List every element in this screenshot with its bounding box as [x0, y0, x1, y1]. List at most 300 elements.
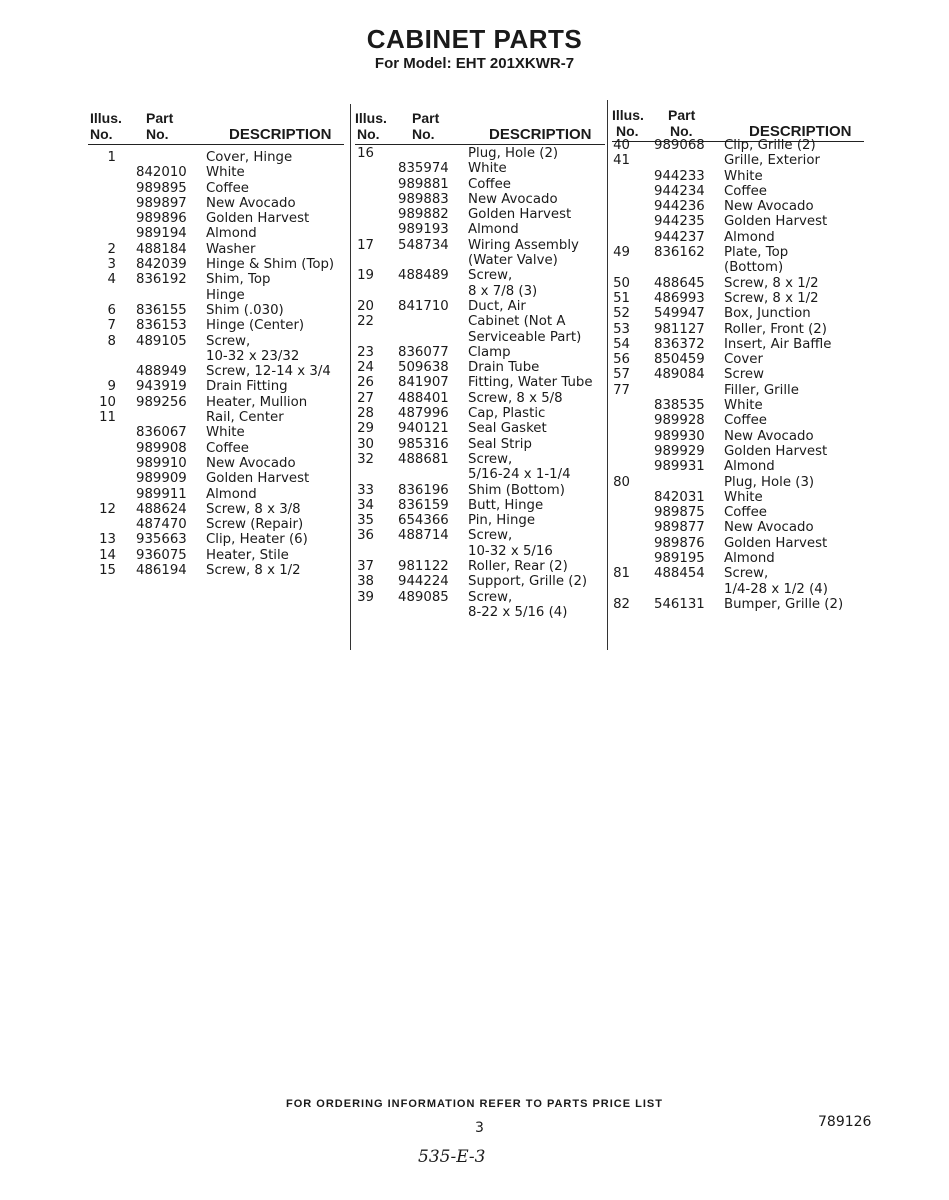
part-no: 836077 [398, 344, 449, 360]
part-description: Coffee [724, 183, 767, 199]
table-row [355, 253, 605, 268]
part-description: Coffee [724, 413, 767, 429]
illus-no: 17 [357, 237, 374, 253]
table-row [612, 322, 864, 337]
table-row [88, 349, 344, 364]
part-description: Screw, 8 x 3/8 [206, 501, 301, 517]
column-divider [350, 104, 351, 650]
part-description: 10-32 x 5/16 [468, 543, 553, 559]
part-description: Bumper, Grille (2) [724, 596, 844, 612]
part-description: Screw, [724, 566, 769, 582]
column-header [88, 106, 344, 148]
part-description: Screw (Repair) [206, 517, 304, 533]
part-description: Pin, Hinge [468, 513, 536, 529]
illus-no: 39 [357, 589, 374, 605]
page-number: 3 [475, 1120, 484, 1136]
part-no: 835974 [398, 161, 449, 177]
part-no: 940121 [398, 421, 449, 437]
table-row [612, 429, 864, 444]
illus-no: 13 [99, 532, 116, 548]
illus-no: 82 [613, 596, 630, 612]
part-no: 944237 [654, 229, 705, 245]
part-header: Part [412, 110, 440, 126]
table-row [355, 161, 605, 176]
part-no: 841710 [398, 298, 449, 314]
illus-no: 23 [357, 344, 374, 360]
part-description: Golden Harvest [206, 211, 310, 227]
part-no: 489105 [136, 333, 187, 349]
part-description: Shim (Bottom) [468, 482, 565, 498]
part-description: Plate, Top [724, 245, 789, 261]
table-row [355, 284, 605, 299]
table-row [612, 306, 864, 321]
part-no: 989875 [654, 505, 705, 521]
part-description: White [724, 489, 763, 505]
table-row [88, 379, 344, 394]
part-description: Coffee [206, 440, 249, 456]
illus-no: 56 [613, 352, 630, 368]
part-description: Grille, Exterior [724, 153, 820, 169]
part-description: Almond [724, 459, 775, 475]
part-no: 488454 [654, 566, 705, 582]
table-row [612, 138, 864, 153]
illus-no: 3 [107, 257, 116, 273]
table-row [355, 528, 605, 543]
table-row [612, 505, 864, 520]
table-row [612, 153, 864, 168]
table-row [612, 398, 864, 413]
table-row [612, 291, 864, 306]
table-row [88, 563, 344, 578]
part-description: Plug, Hole (2) [468, 146, 559, 161]
part-description: Drain Tube [468, 360, 540, 376]
illus-no: 29 [357, 421, 374, 437]
part-no: 488184 [136, 241, 187, 257]
part-no: 944234 [654, 183, 705, 199]
parts-rows [88, 150, 344, 578]
part-no: 841907 [398, 375, 449, 391]
part-no: 488401 [398, 390, 449, 406]
part-no: 546131 [654, 596, 705, 612]
table-row [612, 444, 864, 459]
part-no: 836159 [398, 497, 449, 513]
part-no: 489084 [654, 367, 705, 383]
table-row [612, 551, 864, 566]
table-row [612, 490, 864, 505]
header-rule [88, 144, 344, 145]
table-row [612, 536, 864, 551]
table-row [612, 214, 864, 229]
parts-rows [612, 138, 864, 612]
illus-no: 34 [357, 497, 374, 513]
part-description: 8 x 7/8 (3) [468, 283, 538, 299]
part-description: Hinge & Shim (Top) [206, 257, 335, 273]
part-no: 836067 [136, 425, 187, 441]
part-description: Screw, 8 x 1/2 [206, 563, 301, 579]
part-description: Coffee [206, 180, 249, 196]
part-description: 1/4-28 x 1/2 (4) [724, 581, 828, 597]
table-row [612, 383, 864, 398]
part-description: White [468, 161, 507, 177]
illus-no-header: No. [616, 123, 639, 139]
illus-no: 52 [613, 306, 630, 322]
part-description: Golden Harvest [724, 535, 828, 551]
part-description: Cover, Hinge [206, 150, 293, 165]
table-row [355, 146, 605, 161]
table-row [355, 330, 605, 345]
part-no: 989883 [398, 191, 449, 207]
table-row [355, 207, 605, 222]
part-no: 989881 [398, 176, 449, 192]
illus-no: 32 [357, 451, 374, 467]
part-no: 989896 [136, 211, 187, 227]
part-no-header: No. [146, 126, 169, 142]
part-no: 549947 [654, 306, 705, 322]
part-description: White [206, 165, 245, 181]
part-no: 989908 [136, 440, 187, 456]
part-no: 944235 [654, 214, 705, 230]
part-no: 944236 [654, 199, 705, 215]
description-header: DESCRIPTION [489, 126, 592, 143]
part-no: 838535 [654, 398, 705, 414]
part-description: Almond [724, 551, 775, 567]
table-row [612, 199, 864, 214]
part-description: Clip, Heater (6) [206, 532, 308, 548]
part-description: Screw [724, 367, 764, 383]
table-row [88, 471, 344, 486]
part-no: 836372 [654, 336, 705, 352]
part-description: Almond [206, 486, 257, 502]
illus-no: 54 [613, 336, 630, 352]
part-description: Duct, Air [468, 298, 526, 314]
illus-no: 16 [357, 146, 374, 161]
illus-no: 10 [99, 394, 116, 410]
part-no-header: No. [412, 126, 435, 142]
table-row [612, 459, 864, 474]
part-description: Seal Gasket [468, 421, 547, 437]
part-description: (Water Valve) [468, 253, 558, 269]
part-description: Shim, Top [206, 272, 271, 288]
part-description: Almond [206, 226, 257, 242]
part-description: Clamp [468, 344, 511, 360]
table-row [88, 441, 344, 456]
illus-no: 38 [357, 574, 374, 590]
model-subtitle: For Model: EHT 201XKWR-7 [374, 55, 575, 72]
part-description: Cabinet (Not A [468, 314, 566, 330]
part-no: 488489 [398, 268, 449, 284]
part-no: 936075 [136, 547, 187, 563]
table-row [612, 337, 864, 352]
table-row [355, 222, 605, 237]
table-row [88, 456, 344, 471]
part-no: 836155 [136, 302, 187, 318]
part-no: 981127 [654, 321, 705, 337]
table-row [88, 334, 344, 349]
illus-no: 37 [357, 559, 374, 575]
part-no: 989194 [136, 226, 187, 242]
illus-no: 40 [613, 138, 630, 153]
table-row [88, 318, 344, 333]
table-row [355, 391, 605, 406]
table-row [88, 211, 344, 226]
part-description: New Avocado [724, 428, 814, 444]
part-no: 989256 [136, 394, 187, 410]
table-row [612, 169, 864, 184]
part-no: 989931 [654, 459, 705, 475]
part-description: Golden Harvest [468, 207, 572, 223]
part-no: 836162 [654, 245, 705, 261]
part-no: 654366 [398, 513, 449, 529]
table-row [355, 513, 605, 528]
table-row [612, 475, 864, 490]
illus-no-header: No. [357, 126, 380, 142]
part-description: Rail, Center [206, 410, 284, 426]
part-description: Golden Harvest [206, 471, 310, 487]
illus-no: 30 [357, 436, 374, 452]
illus-no: 19 [357, 268, 374, 284]
table-row [355, 559, 605, 574]
part-no: 989911 [136, 486, 187, 502]
table-row [355, 238, 605, 253]
part-description: Cap, Plastic [468, 406, 546, 422]
illus-no: 14 [99, 547, 116, 563]
part-no: 989882 [398, 207, 449, 223]
illus-no: 4 [107, 272, 116, 288]
illus-no: 22 [357, 314, 374, 330]
illus-no: 51 [613, 290, 630, 306]
parts-column-2 [355, 106, 605, 620]
parts-rows [355, 146, 605, 620]
part-description: New Avocado [206, 195, 296, 211]
part-description: 8-22 x 5/16 (4) [468, 604, 568, 620]
part-description: Hinge [206, 287, 245, 303]
table-row [612, 260, 864, 275]
illus-no: 36 [357, 528, 374, 544]
table-row [612, 367, 864, 382]
part-no: 989895 [136, 180, 187, 196]
part-no-header: No. [670, 123, 693, 139]
table-row [612, 597, 864, 612]
illus-no: 81 [613, 566, 630, 582]
page-title: CABINET PARTS [366, 24, 583, 54]
part-no: 836196 [398, 482, 449, 498]
illus-no: 28 [357, 406, 374, 422]
part-description: New Avocado [206, 455, 296, 471]
table-row [88, 487, 344, 502]
part-description: New Avocado [468, 191, 558, 207]
part-description: White [206, 425, 245, 441]
illus-no: 57 [613, 367, 630, 383]
part-description: Drain Fitting [206, 379, 288, 395]
part-no: 989929 [654, 443, 705, 459]
illus-no: 80 [613, 474, 630, 490]
part-no: 488624 [136, 501, 187, 517]
part-no: 488681 [398, 451, 449, 467]
table-row [88, 532, 344, 547]
part-no: 935663 [136, 532, 187, 548]
part-description: Golden Harvest [724, 443, 828, 459]
table-row [88, 288, 344, 303]
part-description: (Bottom) [724, 260, 784, 276]
table-row [612, 230, 864, 245]
part-description: White [724, 398, 763, 414]
table-row [355, 574, 605, 589]
table-row [355, 452, 605, 467]
illus-no: 35 [357, 513, 374, 529]
part-no: 836192 [136, 272, 187, 288]
table-row [355, 544, 605, 559]
part-description: Shim (.030) [206, 302, 284, 318]
header-rule [355, 144, 605, 145]
part-no: 842031 [654, 489, 705, 505]
table-row [355, 437, 605, 452]
illus-no-header: No. [90, 126, 113, 142]
description-header: DESCRIPTION [229, 126, 332, 143]
part-description: Screw, [468, 528, 513, 544]
table-row [612, 352, 864, 367]
part-description: New Avocado [724, 520, 814, 536]
part-description: Clip, Grille (2) [724, 138, 816, 153]
part-description: Screw, 8 x 5/8 [468, 390, 563, 406]
illus-no: 12 [99, 501, 116, 517]
table-row [355, 467, 605, 482]
part-description: Screw, [206, 333, 251, 349]
part-header: Part [146, 110, 174, 126]
table-row [88, 196, 344, 211]
part-description: 5/16-24 x 1-1/4 [468, 467, 571, 483]
illus-no: 27 [357, 390, 374, 406]
illus-no: 49 [613, 245, 630, 261]
table-row [355, 360, 605, 375]
column-header [355, 106, 605, 148]
illus-no: 1 [107, 150, 116, 165]
part-no: 989877 [654, 520, 705, 536]
table-row [88, 257, 344, 272]
part-no: 486993 [654, 290, 705, 306]
part-no: 943919 [136, 379, 187, 395]
part-no: 989068 [654, 138, 705, 153]
part-no: 989195 [654, 551, 705, 567]
part-no: 487996 [398, 406, 449, 422]
part-description: Box, Junction [724, 306, 811, 322]
table-row [612, 566, 864, 581]
illus-no: 9 [107, 379, 116, 395]
part-description: Almond [468, 222, 519, 238]
table-row [88, 165, 344, 180]
part-description: Fitting, Water Tube [468, 375, 593, 391]
part-description: Filler, Grille [724, 382, 799, 398]
part-description: Heater, Stile [206, 547, 289, 563]
part-description: Screw, [468, 451, 513, 467]
part-no: 981122 [398, 559, 449, 575]
illus-no: 15 [99, 563, 116, 579]
part-description: Butt, Hinge [468, 497, 544, 513]
part-description: Golden Harvest [724, 214, 828, 230]
part-description: Roller, Rear (2) [468, 559, 568, 575]
table-row [355, 498, 605, 513]
table-row [612, 276, 864, 291]
parts-column-3 [612, 103, 864, 612]
part-description: Heater, Mullion [206, 394, 308, 410]
part-description: Wiring Assembly [468, 237, 579, 253]
part-description: Screw, 12-14 x 3/4 [206, 364, 331, 380]
table-row [355, 605, 605, 620]
table-row [88, 502, 344, 517]
table-row [612, 413, 864, 428]
table-row [88, 425, 344, 440]
parts-column-1 [88, 106, 344, 578]
table-row [612, 582, 864, 597]
table-row [88, 364, 344, 379]
table-row [355, 483, 605, 498]
illus-no: 50 [613, 275, 630, 291]
part-description: Screw, [468, 268, 513, 284]
part-no: 509638 [398, 360, 449, 376]
table-row [355, 375, 605, 390]
part-no: 989909 [136, 471, 187, 487]
part-description: Almond [724, 229, 775, 245]
part-description: Coffee [468, 176, 511, 192]
part-description: Hinge (Center) [206, 318, 305, 334]
part-description: Cover [724, 352, 763, 368]
part-description: Insert, Air Baffle [724, 336, 832, 352]
part-description: Screw, 8 x 1/2 [724, 275, 819, 291]
illus-no: 33 [357, 482, 374, 498]
table-row [88, 303, 344, 318]
table-row [88, 226, 344, 241]
part-description: Screw, [468, 589, 513, 605]
table-row [355, 345, 605, 360]
illus-no: 8 [107, 333, 116, 349]
part-no: 842039 [136, 257, 187, 273]
part-no: 548734 [398, 237, 449, 253]
illus-header: Illus. [90, 110, 122, 126]
table-row [88, 272, 344, 287]
part-description: White [724, 168, 763, 184]
illus-no: 6 [107, 302, 116, 318]
part-no: 985316 [398, 436, 449, 452]
table-row [612, 245, 864, 260]
table-row [88, 181, 344, 196]
part-no: 989897 [136, 195, 187, 211]
table-row [355, 590, 605, 605]
ordering-footer: FOR ORDERING INFORMATION REFER TO PARTS PRICE LIST [286, 1098, 663, 1110]
illus-no: 20 [357, 298, 374, 314]
illus-no: 26 [357, 375, 374, 391]
part-no: 489085 [398, 589, 449, 605]
part-no: 488645 [654, 275, 705, 291]
table-row [88, 517, 344, 532]
illus-no: 41 [613, 153, 630, 169]
part-description: Plug, Hole (3) [724, 474, 815, 490]
illus-no: 7 [107, 318, 116, 334]
part-no: 488714 [398, 528, 449, 544]
illus-header: Illus. [355, 110, 387, 126]
part-no: 842010 [136, 165, 187, 181]
table-row [355, 192, 605, 207]
part-no: 486194 [136, 563, 187, 579]
part-no: 989910 [136, 455, 187, 471]
part-no: 989928 [654, 413, 705, 429]
part-no: 836153 [136, 318, 187, 334]
part-description: Coffee [724, 505, 767, 521]
table-row [355, 421, 605, 436]
part-description: Seal Strip [468, 436, 532, 452]
part-no: 989876 [654, 535, 705, 551]
illus-no: 53 [613, 321, 630, 337]
part-no: 989930 [654, 428, 705, 444]
table-row [355, 299, 605, 314]
